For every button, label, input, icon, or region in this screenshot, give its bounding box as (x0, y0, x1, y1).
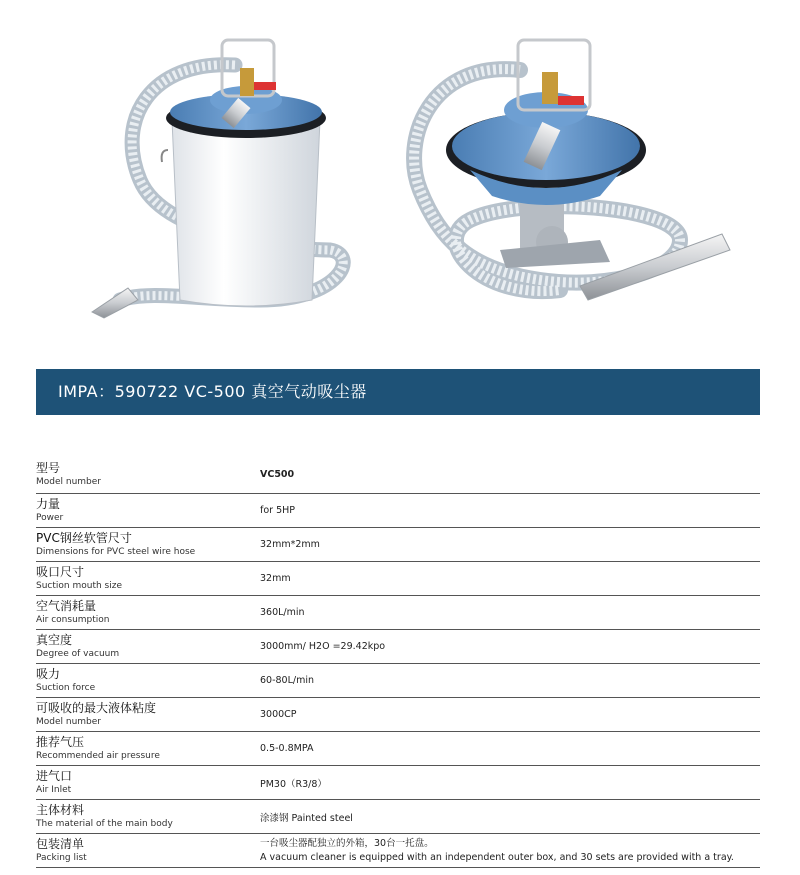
spec-value-line: 一台吸尘器配独立的外箱，30台一托盘。 (260, 837, 434, 849)
spec-value: 60-80L/min (260, 664, 760, 698)
spec-label-cn: 空气消耗量 (36, 599, 97, 613)
spec-label-en: Suction force (36, 683, 96, 693)
spec-label-cn: 型号 (36, 460, 61, 475)
spec-value: 32mm (260, 562, 760, 596)
spec-label (36, 698, 260, 732)
spec-value: 3000mm/ H2O =29.42kpo (260, 630, 760, 664)
spec-value: 涂漆钢 Painted steel (260, 800, 760, 834)
spec-label-en: Power (36, 513, 64, 523)
left-bucket (162, 40, 326, 306)
left-nozzle (92, 288, 138, 318)
spec-row (36, 494, 760, 528)
spec-label (36, 455, 260, 494)
spec-label-cn: 力量 (36, 497, 61, 511)
spec-label-cn: PVC钢丝软管尺寸 (36, 531, 132, 545)
spec-table (36, 455, 760, 868)
spec-value: 360L/min (260, 596, 760, 630)
spec-label-en: Model number (36, 717, 102, 727)
spec-row (36, 528, 760, 562)
spec-row (36, 630, 760, 664)
spec-label-cn: 可吸收的最大液体粘度 (36, 701, 157, 715)
spec-label-en: Model number (36, 476, 102, 487)
spec-label (36, 664, 260, 698)
spec-label-en: Packing list (36, 853, 87, 863)
spec-label-en: Air Inlet (36, 785, 72, 795)
spec-label-cn: 推荐气压 (36, 735, 85, 749)
spec-value: 0.5-0.8MPA (260, 732, 760, 766)
product-title-banner: IMPA：590722 VC-500 真空气动吸尘器 (36, 369, 760, 415)
spec-row (36, 834, 760, 868)
spec-label-en: The material of the main body (36, 819, 173, 829)
spec-label-cn: 包装清单 (36, 837, 85, 851)
spec-row (36, 698, 760, 732)
spec-value: 3000CP (260, 698, 760, 732)
spec-label-en: Suction mouth size (36, 581, 122, 591)
right-nozzle (580, 234, 730, 300)
spec-label-en: Dimensions for PVC steel wire hose (36, 547, 196, 557)
spec-label (36, 834, 260, 868)
spec-value: 32mm*2mm (260, 528, 760, 562)
spec-row (36, 664, 760, 698)
spec-row (36, 732, 760, 766)
spec-label (36, 494, 260, 528)
spec-row (36, 800, 760, 834)
spec-label (36, 766, 260, 800)
spec-row (36, 562, 760, 596)
spec-label-cn: 真空度 (36, 633, 73, 647)
spec-label (36, 528, 260, 562)
spec-label-en: Recommended air pressure (36, 751, 160, 761)
product-photo (0, 0, 800, 340)
spec-label (36, 630, 260, 664)
spec-label-cn: 进气口 (36, 769, 73, 783)
spec-value: for 5HP (260, 494, 760, 528)
spec-label (36, 596, 260, 630)
spec-value (260, 834, 760, 868)
spec-label-en: Degree of vacuum (36, 649, 120, 659)
spec-row (36, 766, 760, 800)
spec-row (36, 455, 760, 494)
spec-label (36, 562, 260, 596)
spec-label-cn: 主体材料 (36, 803, 85, 817)
spec-value-line: A vacuum cleaner is equipped with an independent outer box, and 30 sets are provided with a tray. (260, 851, 734, 863)
spec-label (36, 800, 260, 834)
spec-value: VC500 (260, 455, 760, 494)
spec-label (36, 732, 260, 766)
spec-label-cn: 吸口尺寸 (36, 565, 85, 579)
spec-value: PM30（R3/8） (260, 766, 760, 800)
spec-label-cn: 吸力 (36, 667, 61, 681)
spec-label-en: Air consumption (36, 615, 110, 625)
spec-row (36, 596, 760, 630)
